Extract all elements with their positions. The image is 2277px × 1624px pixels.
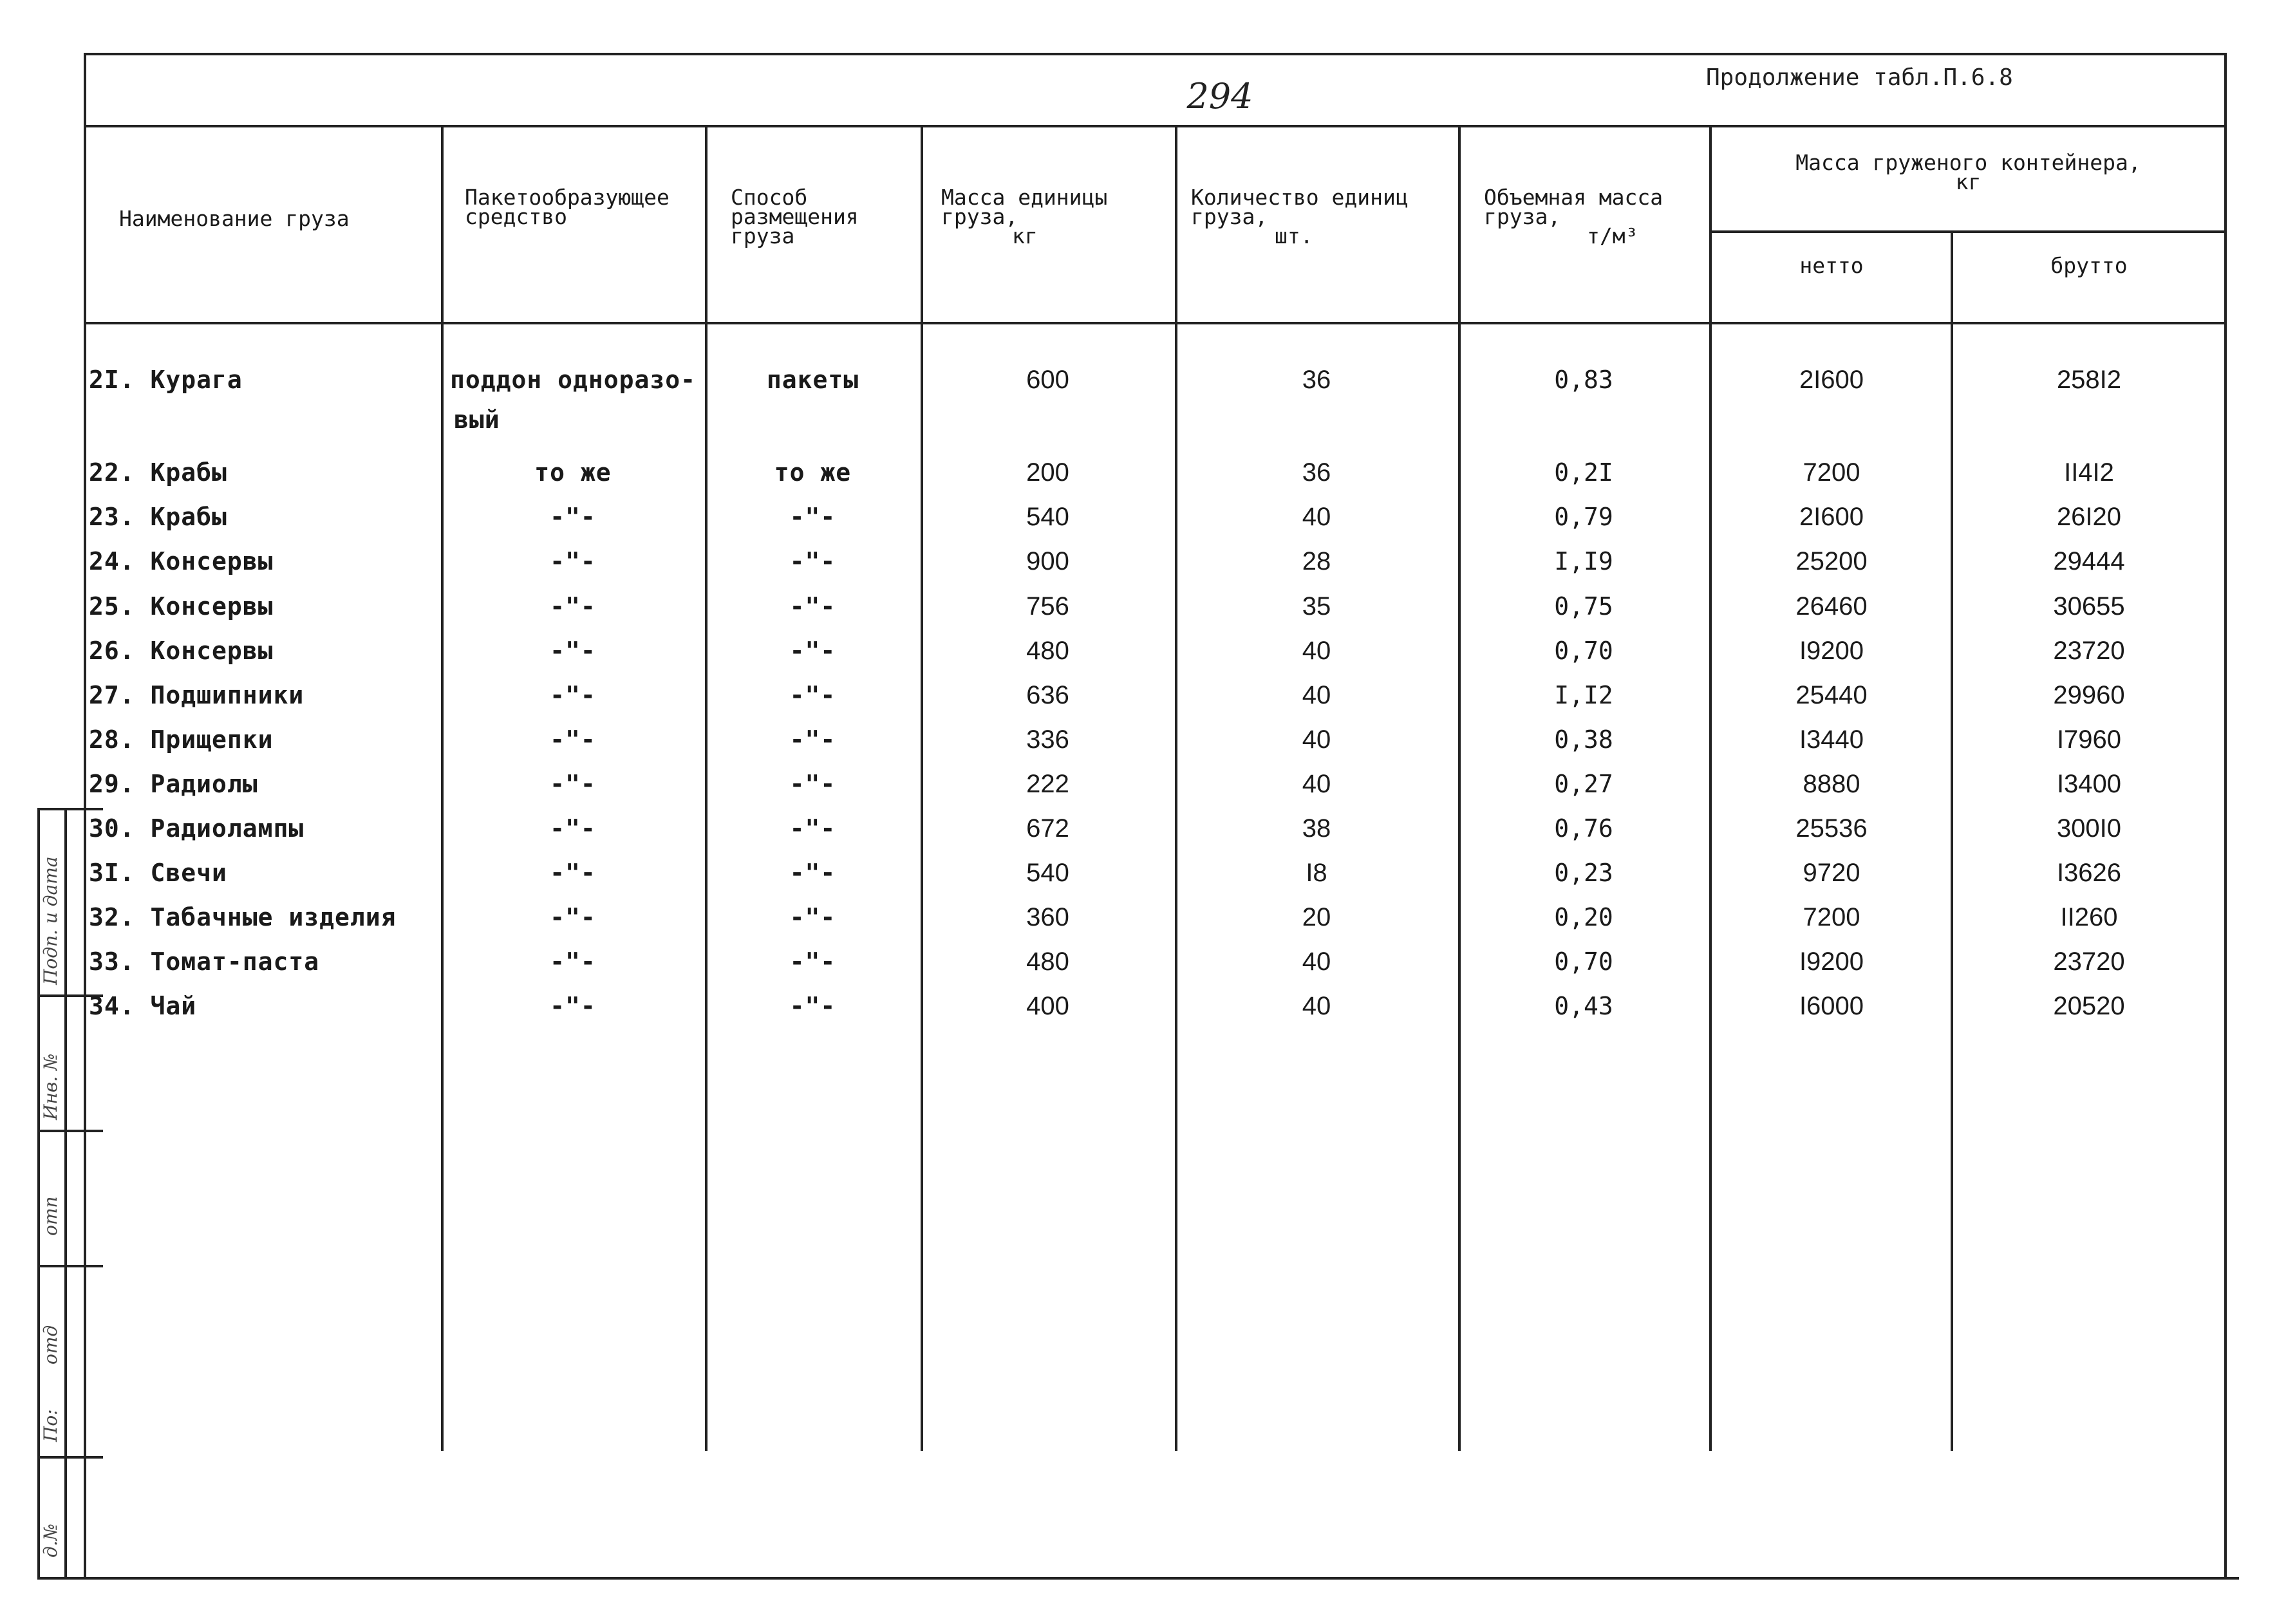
cell-count: 28 <box>1302 547 1331 575</box>
col-divider-5 <box>1458 125 1461 1451</box>
cell-vol: 0,23 <box>1554 859 1613 887</box>
header-volume-mass <box>1484 185 1663 248</box>
cell-gross: 26I20 <box>2056 503 2122 531</box>
cell-count: 35 <box>1302 592 1331 621</box>
cell-place: -"- <box>789 547 836 575</box>
cell-net: I9200 <box>1799 947 1864 976</box>
cell-name: 29. Радиолы <box>89 770 258 798</box>
cell-place: -"- <box>789 592 836 621</box>
cell-mass: 222 <box>1026 770 1069 798</box>
cell-gross: 258I2 <box>2056 366 2122 394</box>
table-continuation: Продолжение табл.П.6.8 <box>1706 64 2013 91</box>
cell-place: -"- <box>789 681 836 709</box>
cell-mass: 600 <box>1026 366 1069 394</box>
cell-count: 36 <box>1302 366 1331 394</box>
cell-mass: 480 <box>1026 947 1069 976</box>
cell-vol: 0,75 <box>1554 592 1613 621</box>
subheader-line <box>1709 230 2224 233</box>
cell-place: -"- <box>789 503 836 531</box>
cell-vol: 0,76 <box>1554 814 1613 843</box>
header-name <box>119 206 350 231</box>
left-border <box>84 53 86 1578</box>
cell-vol: I,I2 <box>1554 681 1613 709</box>
cell-net: I3440 <box>1799 725 1864 754</box>
cell-count: 40 <box>1302 503 1331 531</box>
cell-vol: 0,43 <box>1554 992 1613 1020</box>
cell-gross: 23720 <box>2053 947 2125 976</box>
cell-count: 40 <box>1302 770 1331 798</box>
cell-pack: -"- <box>550 770 596 798</box>
cell-count: 40 <box>1302 681 1331 709</box>
page-number: 294 <box>1186 76 1253 117</box>
cell-pack: -"- <box>550 503 596 531</box>
header-container-mass <box>1712 150 2224 194</box>
cell-place: -"- <box>789 992 836 1020</box>
header-container-mass-l1: Масса груженого контейнера, <box>1795 150 2141 175</box>
header-unit-mass-l3: кг <box>1012 223 1038 248</box>
cell-name: 23. Крабы <box>89 503 227 531</box>
cell-vol: 0,83 <box>1554 366 1613 394</box>
cell-mass: 636 <box>1026 681 1069 709</box>
cell-mass: 756 <box>1026 592 1069 621</box>
header-unit-mass-l1: Масса единицы <box>941 185 1108 210</box>
cell-vol: 0,2I <box>1554 458 1613 487</box>
right-border <box>2224 53 2227 1578</box>
cell-count: I8 <box>1306 859 1327 887</box>
cell-mass: 540 <box>1026 503 1069 531</box>
cell-place: -"- <box>789 947 836 976</box>
cell-mass: 200 <box>1026 458 1069 487</box>
cell-net: 25440 <box>1795 681 1868 709</box>
cell-place: -"- <box>789 637 836 665</box>
bottom-border <box>37 1577 2239 1580</box>
cell-pack: -"- <box>550 547 596 575</box>
cell-pack: -"- <box>550 992 596 1020</box>
cell-name: 32. Табачные изделия <box>89 903 397 931</box>
cell-place: -"- <box>789 903 836 931</box>
cell-net: 2I600 <box>1799 503 1864 531</box>
cell-net: 25200 <box>1795 547 1868 575</box>
cell-gross: I3626 <box>2056 859 2122 887</box>
cell-count: 36 <box>1302 458 1331 487</box>
cell-vol: 0,70 <box>1554 637 1613 665</box>
cell-gross: II260 <box>2060 903 2118 931</box>
cell-pack: -"- <box>550 637 596 665</box>
cell-place: пакеты <box>766 366 859 394</box>
cell-pack: то же <box>534 458 612 487</box>
cell-gross: 29960 <box>2053 681 2125 709</box>
cell-count: 38 <box>1302 814 1331 843</box>
cell-gross: II4I2 <box>2064 458 2114 487</box>
header-packaging <box>465 185 670 229</box>
header-placement-l1: Способ <box>731 185 808 210</box>
cell-net: 25536 <box>1795 814 1868 843</box>
cell-place: -"- <box>789 859 836 887</box>
stamp-line-1 <box>37 808 103 810</box>
cell-pack-continued: вый <box>454 406 500 434</box>
header-net: нетто <box>1799 253 1864 278</box>
header-placement-l2: размещения <box>731 204 859 229</box>
cell-net: I9200 <box>1799 637 1864 665</box>
cell-pack: -"- <box>550 725 596 754</box>
cell-pack: -"- <box>550 681 596 709</box>
cell-net: 26460 <box>1795 592 1868 621</box>
stamp-label-2: отд <box>40 1325 61 1365</box>
col-divider-2 <box>705 125 707 1451</box>
stamp-label-sign: Подп. и дата <box>40 856 61 985</box>
cell-count: 40 <box>1302 637 1331 665</box>
cell-name: 3I. Свечи <box>89 859 227 887</box>
stamp-label-1: отп <box>40 1196 61 1236</box>
header-volume-mass-l2: груза, <box>1484 204 1561 229</box>
cell-place: то же <box>774 458 852 487</box>
cell-count: 20 <box>1302 903 1331 931</box>
stamp-line-3 <box>37 1130 103 1132</box>
stamp-label-3: По: <box>40 1409 61 1442</box>
stamp-line-5 <box>37 1456 103 1459</box>
cell-count: 40 <box>1302 992 1331 1020</box>
cell-vol: 0,70 <box>1554 947 1613 976</box>
cell-pack: поддон одноразо- <box>449 366 697 394</box>
cell-name: 27. Подшипники <box>89 681 305 709</box>
cell-net: I6000 <box>1799 992 1864 1020</box>
cell-name: 33. Томат-паста <box>89 947 320 976</box>
cell-vol: 0,20 <box>1554 903 1613 931</box>
cell-gross: I3400 <box>2056 770 2122 798</box>
header-placement <box>731 185 859 248</box>
cell-pack: -"- <box>550 592 596 621</box>
cell-place: -"- <box>789 814 836 843</box>
cell-gross: 20520 <box>2053 992 2125 1020</box>
cell-vol: 0,27 <box>1554 770 1613 798</box>
header-volume-mass-l3: т/м³ <box>1587 223 1638 248</box>
col-divider-7 <box>1951 230 1953 1451</box>
cell-net: 7200 <box>1803 458 1860 487</box>
header-container-mass-l2: кг <box>1955 169 1982 194</box>
cell-mass: 900 <box>1026 547 1069 575</box>
cell-net: 8880 <box>1803 770 1860 798</box>
cell-mass: 480 <box>1026 637 1069 665</box>
cell-gross: I7960 <box>2056 725 2122 754</box>
cell-gross: 300I0 <box>2056 814 2122 843</box>
top-border <box>84 53 2224 55</box>
header-top-line <box>84 125 2224 127</box>
stamp-label-4: д.№ <box>40 1523 61 1558</box>
header-placement-l3: груза <box>731 223 795 248</box>
header-unit-count-l1: Количество единиц <box>1191 185 1409 210</box>
cell-mass: 400 <box>1026 992 1069 1020</box>
cell-mass: 672 <box>1026 814 1069 843</box>
cell-name: 34. Чай <box>89 992 197 1020</box>
cell-name: 24. Консервы <box>89 547 274 575</box>
cell-place: -"- <box>789 770 836 798</box>
col-divider-6 <box>1709 125 1712 1451</box>
cell-mass: 540 <box>1026 859 1069 887</box>
header-unit-mass <box>941 185 1108 248</box>
stamp-inner-line <box>64 808 67 1578</box>
header-unit-count-l3: шт. <box>1275 223 1313 248</box>
col-divider-1 <box>441 125 444 1451</box>
header-packaging-l2: средство <box>465 204 567 229</box>
cell-place: -"- <box>789 725 836 754</box>
header-unit-count-l2: груза, <box>1191 204 1268 229</box>
header-unit-mass-l2: груза, <box>941 204 1018 229</box>
header-gross: брутто <box>2050 253 2128 278</box>
cell-gross: 29444 <box>2053 547 2125 575</box>
cell-pack: -"- <box>550 903 596 931</box>
header-name-text: Наименование груза <box>119 206 350 231</box>
cell-net: 2I600 <box>1799 366 1864 394</box>
header-unit-count <box>1191 185 1409 248</box>
cell-pack: -"- <box>550 814 596 843</box>
cell-name: 25. Консервы <box>89 592 274 621</box>
cell-count: 40 <box>1302 947 1331 976</box>
cell-vol: 0,79 <box>1554 503 1613 531</box>
header-bottom-line <box>84 322 2224 324</box>
stamp-label-inv: Инв. № <box>40 1053 61 1120</box>
cell-mass: 336 <box>1026 725 1069 754</box>
stamp-line-4 <box>37 1265 103 1267</box>
cell-count: 40 <box>1302 725 1331 754</box>
cell-pack: -"- <box>550 859 596 887</box>
cell-gross: 30655 <box>2053 592 2125 621</box>
header-volume-mass-l1: Объемная масса <box>1484 185 1663 210</box>
cell-name: 30. Радиолампы <box>89 814 305 843</box>
cell-vol: I,I9 <box>1554 547 1613 575</box>
cell-name: 26. Консервы <box>89 637 274 665</box>
col-divider-4 <box>1175 125 1177 1451</box>
cell-name: 22. Крабы <box>89 458 227 487</box>
cell-gross: 23720 <box>2053 637 2125 665</box>
cell-name: 2I. Курага <box>89 366 243 394</box>
cell-pack: -"- <box>550 947 596 976</box>
col-divider-3 <box>921 125 923 1451</box>
header-packaging-l1: Пакетообразующее <box>465 185 670 210</box>
cell-net: 7200 <box>1803 903 1860 931</box>
cell-mass: 360 <box>1026 903 1069 931</box>
cell-name: 28. Прищепки <box>89 725 274 754</box>
cell-vol: 0,38 <box>1554 725 1613 754</box>
cell-net: 9720 <box>1803 859 1860 887</box>
